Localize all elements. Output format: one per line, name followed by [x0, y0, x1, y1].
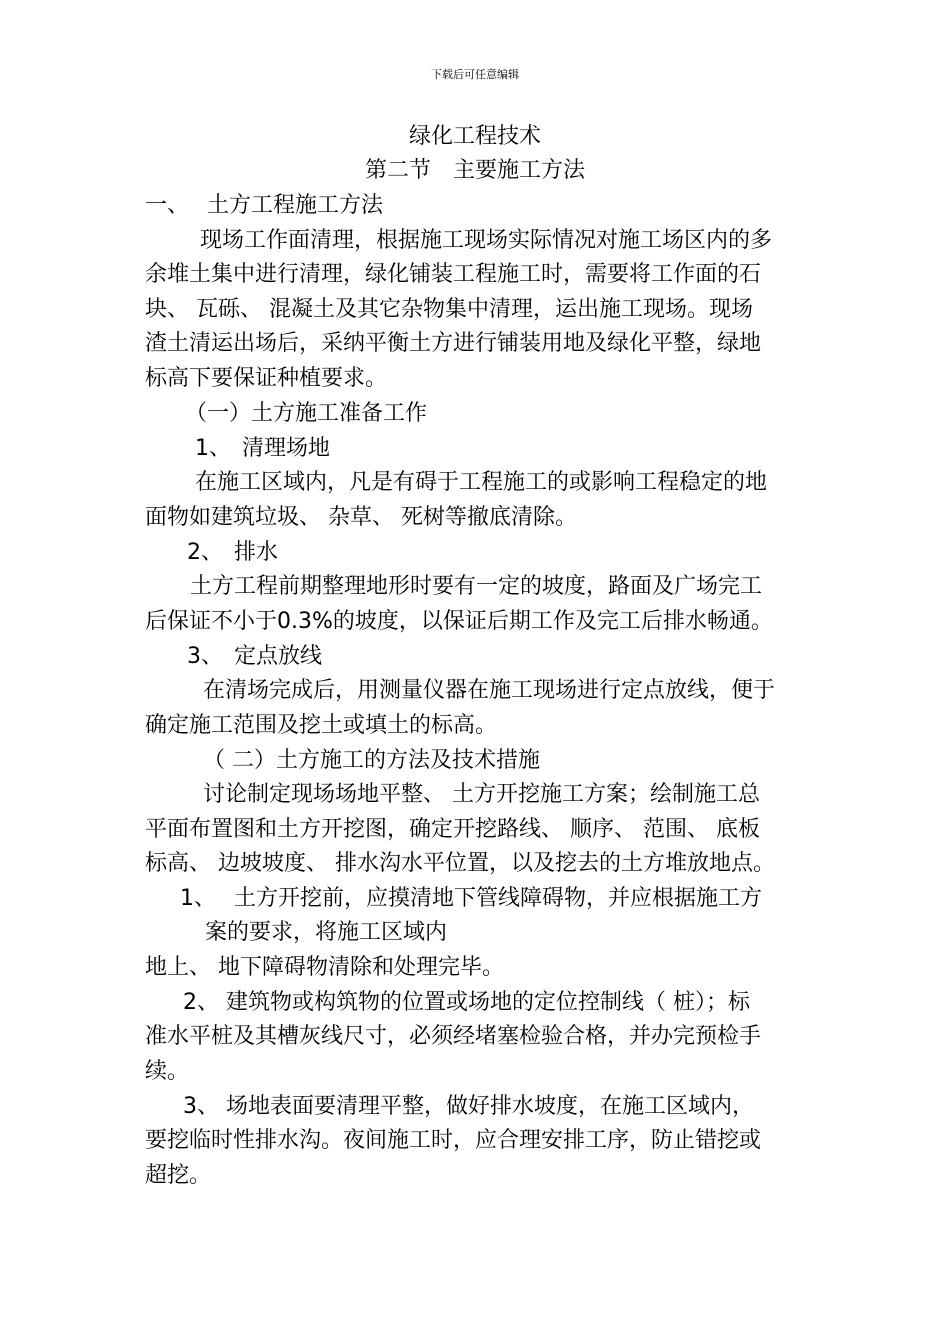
list-item-line: 1、 土方开挖前，应摸清地下管线障碍物，并应根据施工方 [180, 886, 762, 911]
document-title: 绿化工程技术 [408, 124, 541, 149]
heading-earthwork-method: 一、 土方工程施工方法 [145, 193, 383, 218]
subheading-methods: （ 二）土方施工的方法及技术措施 [203, 748, 540, 773]
subheading-preparation: （一）土方施工准备工作 [185, 401, 428, 426]
item-heading-layout: 3、 定点放线 [187, 644, 322, 669]
item-heading-drainage: 2、 排水 [187, 540, 278, 565]
paragraph-line: 讨论制定现场场地平整、 土方开挖施工方案；绘制施工总 [203, 782, 760, 807]
list-item-line: 超挖。 [145, 1163, 212, 1188]
paragraph-line: 标高下要保证种植要求。 [145, 366, 388, 391]
list-item-line: 案的要求，将施工区域内 [205, 920, 448, 945]
paragraph-line: 平面布置图和土方开挖图，确定开挖路线、 顺序、 范围、 底板 [145, 817, 760, 842]
list-item-line: 地上、 地下障碍物清除和处理完毕。 [145, 955, 504, 980]
list-item-line: 准水平桩及其槽灰线尺寸，必须经堵塞检验合格，并办完预检手 [145, 1024, 762, 1049]
paragraph-line: 后保证不小于0.3%的坡度，以保证后期工作及完工后排水畅通。 [145, 609, 773, 634]
paragraph-line: 标高、 边坡坡度、 排水沟水平位置，以及挖去的土方堆放地点。 [145, 851, 775, 876]
paragraph-line: 面物如建筑垃圾、 杂草、 死树等撤底清除。 [145, 505, 577, 530]
paragraph-line: 现场工作面清理，根据施工现场实际情况对施工场区内的多 [200, 228, 773, 253]
list-item-line: 2、 建筑物或构筑物的位置或场地的定位控制线（ 桩）；标 [183, 990, 750, 1015]
paragraph-line: 确定施工范围及挖土或填土的标高。 [145, 713, 498, 738]
paragraph-line: 土方工程前期整理地形时要有一定的坡度，路面及广场完工 [190, 574, 763, 599]
page-header: 下载后可任意编辑 [431, 68, 519, 81]
list-item-line: 3、 场地表面要清理平整，做好排水坡度，在施工区域内， [183, 1094, 754, 1119]
paragraph-line: 在施工区域内，凡是有碍于工程施工的或影响工程稳定的地 [195, 470, 768, 495]
item-heading-clear-site: 1、 清理场地 [195, 436, 330, 461]
paragraph-line: 渣土清运出场后，采纳平衡土方进行铺装用地及绿化平整，绿地 [145, 331, 762, 356]
paragraph-line: 块、 瓦砾、 混凝土及其它杂物集中清理，运出施工现场。现场 [145, 297, 753, 322]
list-item-line: 续。 [145, 1059, 190, 1084]
list-item-line: 要挖临时性排水沟。夜间施工时，应合理安排工序，防止错挖或 [145, 1128, 762, 1153]
paragraph-line: 余堆土集中进行清理，绿化铺装工程施工时，需要将工作面的石 [145, 262, 762, 287]
section-title: 第二节 主要施工方法 [364, 158, 585, 183]
paragraph-line: 在清场完成后，用测量仪器在施工现场进行定点放线，便于 [203, 678, 776, 703]
